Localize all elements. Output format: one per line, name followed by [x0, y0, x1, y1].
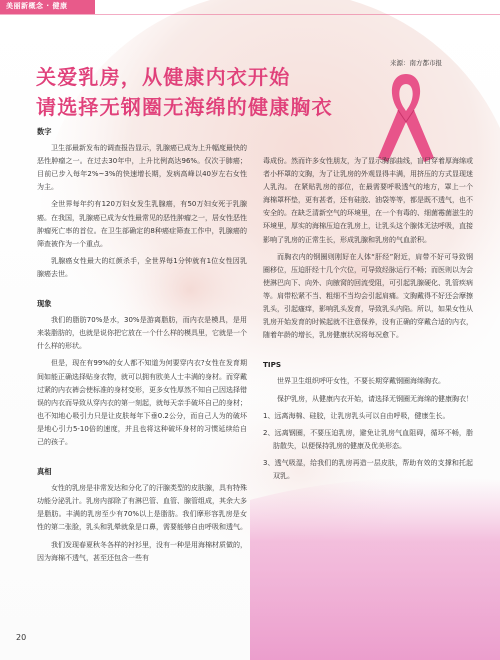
section-heading-numbers: 数字: [37, 127, 52, 136]
article-title-line-2: 请选择无钢圈无海绵的健康胸衣: [36, 95, 333, 119]
tips-paragraph: 保护乳房，从健康内衣开始，请选择无钢圈无海绵的健康胸衣！: [277, 394, 473, 403]
section-heading-phenomenon: 现象: [37, 299, 52, 309]
right-column: [263, 155, 473, 487]
tips-list-item: 1、远离海棉、硅胶，让乳房乳头可以自由呼吸，健康生长。: [263, 411, 450, 420]
header-label: 美丽新概念 · 健康: [6, 2, 68, 10]
section-heading-truth: 真相: [37, 467, 52, 477]
tips-paragraph: 世界卫生组织呼吁女性，不要长期穿戴钢圈海绵胸衣。: [277, 377, 445, 386]
pink-ribbon-icon: [370, 66, 442, 166]
paragraph: 毒成份。然而许多女性朋友，为了显示胸部曲线，盲目穿着厚海绵或者小杯罩的文胸，为了让乳房的外观显得丰满，用挤压的方式显现迷人乳沟。 在紧贴乳房的部位，在最需要呼吸透气的地方，罩上一个海棉罩杯垫，更有甚者，还有硅胶、油袋等等，都是既不透气，也不安全的。在缺乏清新空气的环境里，在一个有毒的、细菌霉菌滋生的环境里，厚实的海棉压迫在乳房上，让乳头这个腺体无法呼吸，直接影响了乳房的正常生长，形成乳腺和乳房的气血淤积。: [263, 157, 473, 244]
header-rule: [0, 14, 500, 15]
header-strip: [0, 0, 95, 14]
paragraph: 而胸衣内的钢圈则刚好在人体“肝经”附近，肩带不好可导致钢圈移位，压迫肝经十几个穴位，可导致经脉运行不畅；而医则以为会使淋巴向下、向外、向腋窝的回流受阻，可引起乳腺硬化、乳管疾病等。肩带松紧不当、粗细不当均会引起肩痛。文胸戴得不好还会摩擦乳头，引起瘙痒，影响乳头发育，导致乳头内陷。所以，如果女性从乳房开始发育的时候起就不注意保养，没有正确的穿戴合适的内衣，随着年龄的增长，乳房健康状况将每况愈下。: [263, 252, 473, 340]
article-title-line-1: 关爱乳房，从健康内衣开始: [36, 65, 291, 89]
page-number: 20: [16, 633, 27, 642]
tips-list-item: 2、远离钢圈，不要压迫乳房，避免让乳房气血阻碍，循环不畅，脂肪散失，以便保持乳房的健康及优美形态。: [263, 428, 473, 450]
tips-list-item: 3、透气吸湿，给我们的乳房再造一层皮肤，帮助有效的支撑和托起双乳。: [263, 458, 473, 480]
source-credit: 来源：南方都市报: [390, 59, 442, 67]
paragraph: 乳腺癌女性最大的红颜杀手，全世界每1分钟就有1位女性因乳腺癌去世。: [37, 256, 247, 278]
paragraph: 全世界每年约有120万妇女发生乳腺癌，有50万妇女死于乳腺癌。在我国，乳腺癌已成为女性最常见的恶性肿瘤之一，居女性恶性肿瘤死亡率的首位。在卫生部确定的8种癌症筛查工作中，乳腺癌的筛查被作为一个重点。: [37, 200, 247, 248]
paragraph: 我们发现春夏秋冬各样的衬衫里，没有一种是用海棉材质做的，因为海棉不透气，甚至还包含一些有: [37, 540, 247, 562]
paragraph: 卫生部最新发布的调查报告显示，乳腺癌已成为上升幅度最快的恶性肿瘤之一。在过去30年中，上升比例高达96%。仅次于肺癌；目前已步入每年2%~3%的快速增长期，发病高峰以40岁左右女性为主。: [37, 144, 247, 192]
paragraph: 但是，现在有99%的女人都不知道为何要穿内衣?女性在发育期间如能正确选择贴身衣物，就可以拥有欧美人士丰满的身材。而穿戴过紧的内衣裤会使标准的身材变形，更多女性厚然不知自己因选择错误的内衣而导致从穿内衣的第一刻起，就每天亲手破坏自己的身材；也不知地心吸引力只是让皮肤每年下垂0.2公分，而自己人为的破坏是地心引力5-10倍的速度，并且也将这种破坏身材的习惯延续给自己的孩子。: [37, 359, 247, 446]
paragraph: 女性的乳房是非常发达和分化了的汗腺类型的皮肤腺，具有特殊功能分泌乳汁。乳房内部除了有淋巴管、血管、腺管组成，其余大多是脂肪。丰满的乳房至少有70%以上是脂肪。我们摩形容乳房是女性的第二张脸，乳头和乳晕就象是口鼻，需要能够自由呼吸和透气。: [37, 484, 247, 532]
tips-heading: TIPS: [263, 360, 282, 370]
paragraph: 我们的脂肪70%是水，30%是游离脂肪，而内衣是模具，是用来装脂肪的，也就是说你把它放在一个什么样的模具里，它就是一个什么样的形状。: [37, 316, 247, 351]
left-column: [37, 125, 247, 569]
